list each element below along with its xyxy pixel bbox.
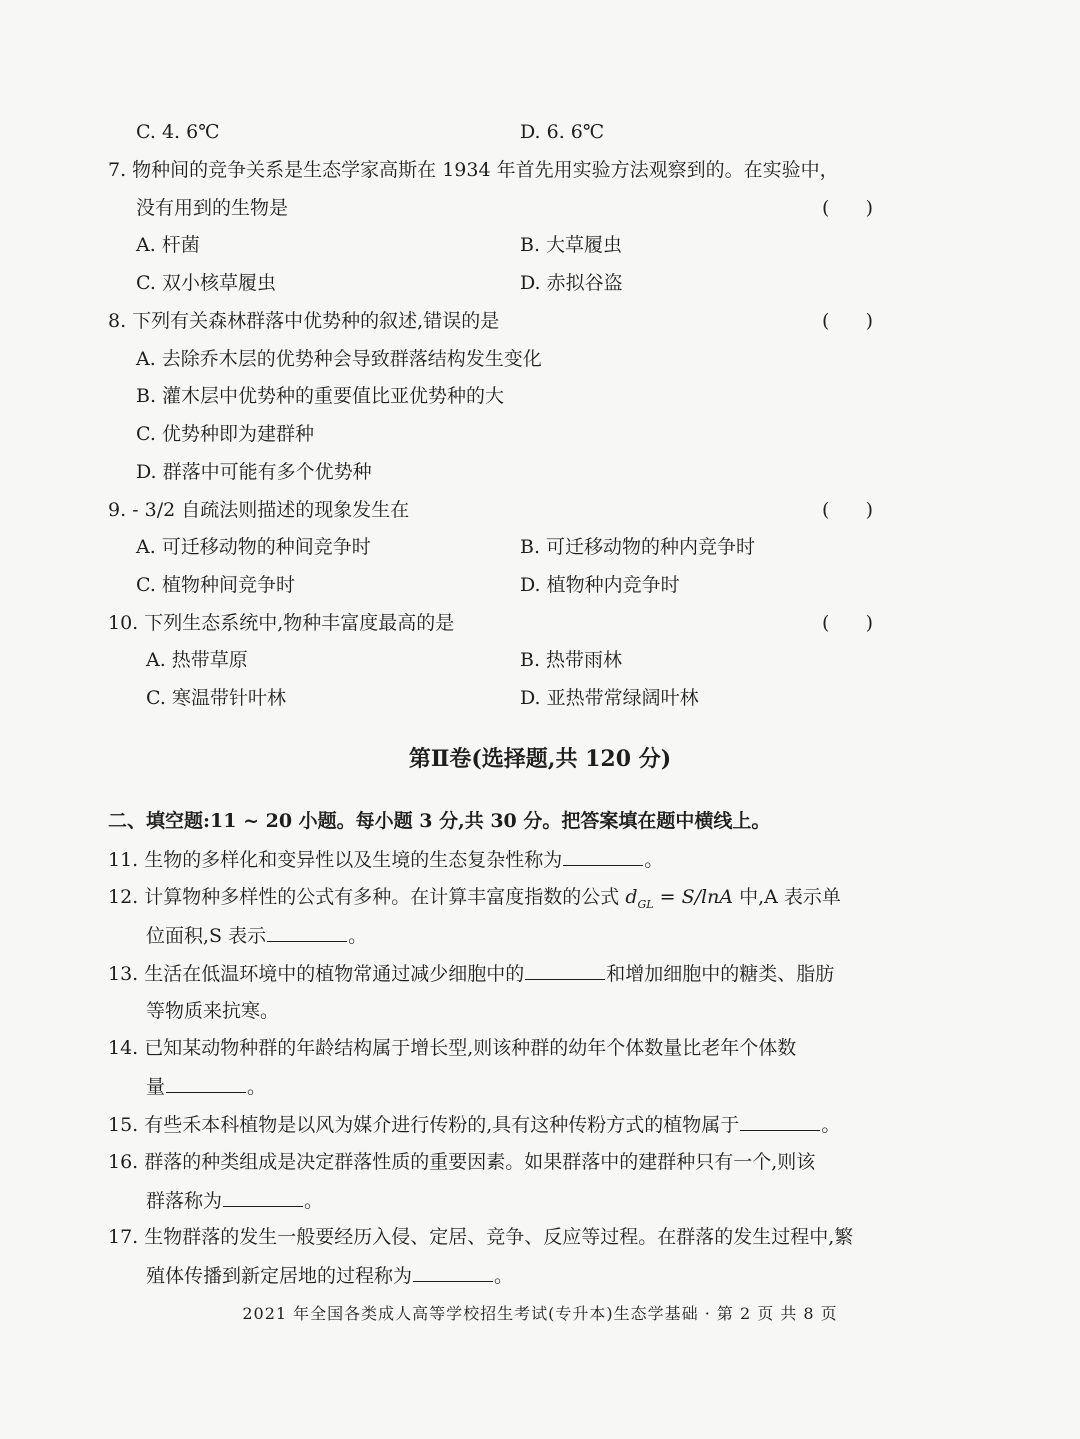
q9-stem: 9. - 3/2 自疏法则描述的现象发生在 — [108, 499, 410, 521]
q8-option-b: B. 灌木层中优势种的重要值比亚优势种的大 — [136, 385, 505, 407]
q17-line1: 17. 生物群落的发生一般要经历入侵、定居、竞争、反应等过程。在群落的发生过程中,繁 — [108, 1226, 854, 1248]
q11-answer-blank[interactable] — [563, 846, 643, 866]
q7-stem-line1: 7. 物种间的竞争关系是生态学家高斯在 1934 年首先用实验方法观察到的。在实验中， — [108, 159, 839, 181]
q14-text-b: 量 — [146, 1076, 166, 1098]
q10-option-d: D. 亚热带常绿阔叶林 — [520, 687, 699, 709]
q11 — [108, 846, 663, 873]
q8-answer-paren: ( ) — [822, 310, 874, 332]
q8-option-d: D. 群落中可能有多个优势种 — [136, 461, 372, 483]
q17-line2 — [146, 1262, 513, 1289]
q9-answer-paren: ( ) — [822, 499, 874, 521]
q13-answer-blank[interactable] — [525, 960, 605, 980]
q15-answer-blank[interactable] — [740, 1111, 820, 1131]
q17-answer-blank[interactable] — [413, 1262, 493, 1282]
q15-text: 15. 有些禾本科植物是以风为媒介进行传粉的,具有这种传粉方式的植物属于 — [108, 1114, 740, 1136]
page-footer: 2021 年全国各类成人高等学校招生考试(专升本)生态学基础 · 第 2 页 共 8 页 — [242, 1304, 838, 1323]
q8-option-a: A. 去除乔木层的优势种会导致群落结构发生变化 — [136, 348, 542, 370]
q16-text-b: 群落称为 — [146, 1190, 223, 1212]
q13-line2: 等物质来抗寒。 — [146, 1000, 280, 1022]
q16-answer-blank[interactable] — [223, 1187, 303, 1207]
part2-title: 第Ⅱ卷(选择题,共 120 分) — [408, 746, 672, 772]
q14-line2 — [146, 1073, 266, 1100]
q12-answer-blank[interactable] — [267, 922, 347, 942]
q12-text-c: 位面积,S 表示 — [146, 925, 267, 947]
q12-text-a: 12. 计算物种多样性的公式有多种。在计算丰富度指数的公式 — [108, 886, 626, 908]
q6-option-c: C. 4. 6℃ — [136, 121, 220, 143]
q16-end: 。 — [304, 1190, 324, 1212]
q10-option-b: B. 热带雨林 — [520, 649, 623, 671]
q7-option-c: C. 双小核草履虫 — [136, 272, 276, 294]
q6-option-d: D. 6. 6℃ — [520, 121, 605, 143]
q9-option-a: A. 可迁移动物的种间竞争时 — [136, 536, 371, 558]
q13-text-a: 13. 生活在低温环境中的植物常通过减少细胞中的 — [108, 963, 525, 985]
q11-end: 。 — [644, 849, 664, 871]
q14-end: 。 — [247, 1076, 267, 1098]
q9-option-b: B. 可迁移动物的种内竞争时 — [520, 536, 756, 558]
q7-answer-paren: ( ) — [822, 197, 874, 219]
q13-line1 — [108, 960, 834, 987]
q8-option-c: C. 优势种即为建群种 — [136, 423, 314, 445]
q10-option-a: A. 热带草原 — [146, 649, 248, 671]
q7-option-d: D. 赤拟谷盗 — [520, 272, 623, 294]
q17-text-b: 殖体传播到新定居地的过程称为 — [146, 1265, 413, 1287]
q9-option-c: C. 植物种间竞争时 — [136, 574, 295, 596]
q10-answer-paren: ( ) — [822, 612, 874, 634]
q10-stem: 10. 下列生态系统中,物种丰富度最高的是 — [108, 612, 455, 634]
q14-line1: 14. 已知某动物种群的年龄结构属于增长型,则该种群的幼年个体数量比老年个体数 — [108, 1037, 797, 1059]
q9-option-d: D. 植物种内竞争时 — [520, 574, 680, 596]
q7-option-a: A. 杆菌 — [136, 234, 200, 256]
q8-stem: 8. 下列有关森林群落中优势种的叙述,错误的是 — [108, 310, 500, 332]
q11-text: 11. 生物的多样化和变异性以及生境的生态复杂性称为 — [108, 849, 563, 871]
section2-heading: 二、填空题:11 ~ 20 小题。每小题 3 分,共 30 分。把答案填在题中横线上。 — [108, 810, 771, 832]
q12-text-b: 中,A 表示单 — [733, 886, 841, 908]
q13-text-b: 和增加细胞中的糖类、脂肪 — [606, 963, 835, 985]
q17-end: 。 — [494, 1265, 514, 1287]
q15-end: 。 — [821, 1114, 841, 1136]
q16-line2 — [146, 1187, 323, 1214]
q15 — [108, 1111, 840, 1138]
q12-line1 — [108, 884, 841, 918]
q7-option-b: B. 大草履虫 — [520, 234, 623, 256]
q12-line2 — [146, 922, 367, 949]
q12-formula-sub: GL — [637, 897, 654, 911]
q16-line1: 16. 群落的种类组成是决定群落性质的重要因素。如果群落中的建群种只有一个,则该 — [108, 1151, 816, 1173]
q14-answer-blank[interactable] — [166, 1073, 246, 1093]
q7-stem-line2: 没有用到的生物是 — [136, 197, 289, 219]
q10-option-c: C. 寒温带针叶林 — [146, 687, 286, 709]
q12-end: 。 — [348, 925, 368, 947]
q12-formula-rest: = S/lnA — [653, 886, 734, 908]
q12-formula-d: d — [625, 886, 638, 908]
